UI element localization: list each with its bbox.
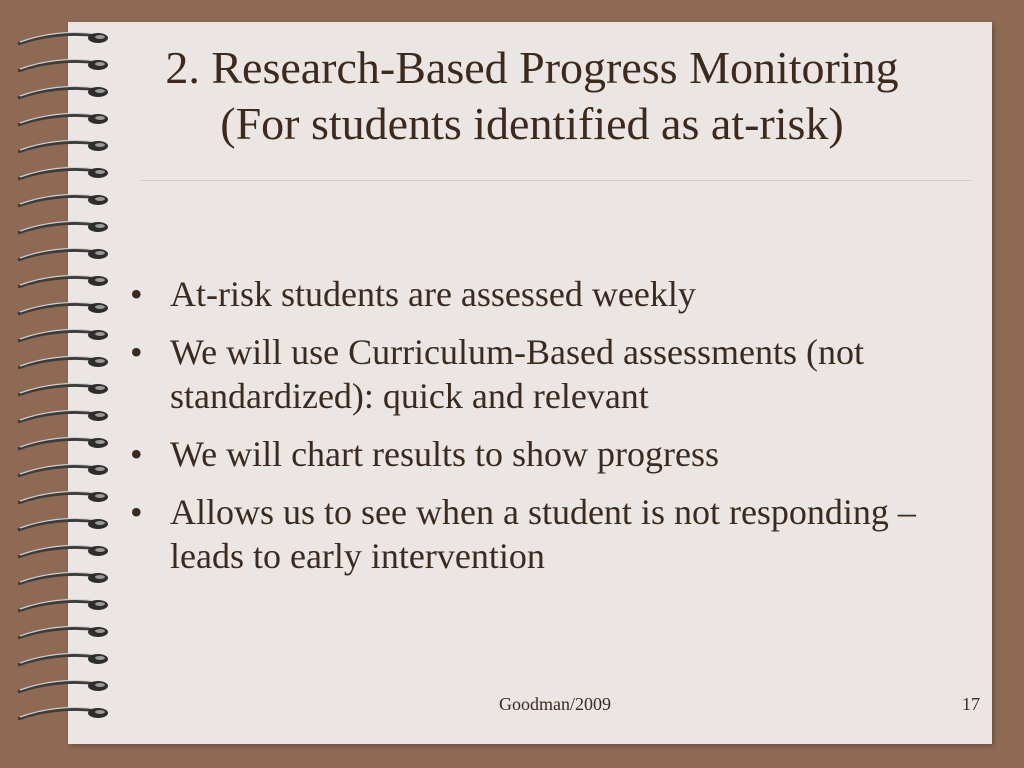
spiral-coil xyxy=(18,545,108,557)
spiral-coil xyxy=(18,356,108,368)
spiral-coil xyxy=(18,599,108,611)
bullet-text: At-risk students are assessed weekly xyxy=(170,274,696,314)
bullet-list xyxy=(126,272,976,592)
spiral-coil xyxy=(18,572,108,584)
bullet-dot-icon: • xyxy=(130,332,143,372)
title-divider xyxy=(140,180,972,181)
title-line-2: (For students identified as at-risk) xyxy=(220,98,844,149)
bullet-item xyxy=(126,432,976,476)
bullet-text: We will chart results to show progress xyxy=(170,434,719,474)
bullet-dot-icon: • xyxy=(130,274,143,314)
bullet-dot-icon: • xyxy=(130,434,143,474)
spiral-coil xyxy=(18,302,108,314)
spiral-coil xyxy=(18,167,108,179)
title-line-1: 2. Research-Based Progress Monitoring xyxy=(165,42,899,93)
spiral-coil xyxy=(18,248,108,260)
bullet-text: We will use Curriculum-Based assessments (not standardized): quick and relevant xyxy=(170,332,864,416)
footer-author: Goodman/2009 xyxy=(499,694,611,714)
spiral-coil xyxy=(18,518,108,530)
spiral-coil xyxy=(18,464,108,476)
spiral-coil xyxy=(18,383,108,395)
bullet-item xyxy=(126,330,976,418)
spiral-coil xyxy=(18,437,108,449)
spiral-coil xyxy=(18,491,108,503)
slide-title xyxy=(72,40,992,152)
spiral-coil xyxy=(18,329,108,341)
spiral-coil xyxy=(18,221,108,233)
bullet-item xyxy=(126,490,976,578)
bullet-dot-icon: • xyxy=(130,492,143,532)
spiral-coil xyxy=(18,194,108,206)
spiral-coil xyxy=(18,680,108,692)
spiral-coil xyxy=(18,653,108,665)
bullet-text: Allows us to see when a student is not responding – leads to early intervention xyxy=(170,492,916,576)
spiral-coil xyxy=(18,410,108,422)
spiral-coil xyxy=(18,626,108,638)
spiral-coil xyxy=(18,707,108,719)
slide-number: 17 xyxy=(962,694,980,714)
spiral-coil xyxy=(18,275,108,287)
bullet-item xyxy=(126,272,976,316)
